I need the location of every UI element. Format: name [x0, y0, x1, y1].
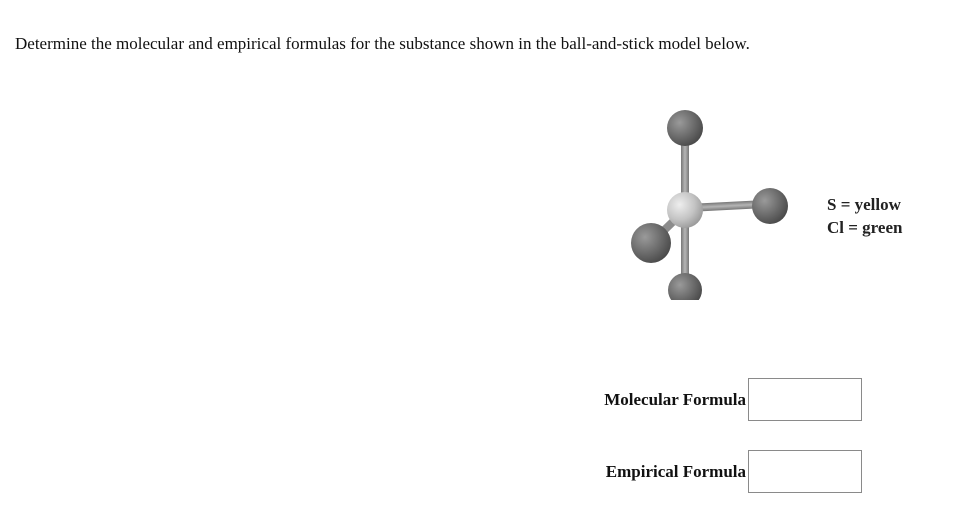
atom-top — [667, 110, 703, 146]
legend-sulfur: S = yellow — [827, 195, 901, 214]
empirical-formula-row — [588, 450, 862, 493]
atom-bottom — [668, 273, 702, 300]
atom-left — [631, 223, 671, 263]
question-text: Determine the molecular and empirical formulas for the substance shown in the ball-and-stick model below. — [15, 34, 750, 53]
molecular-formula-input[interactable] — [748, 378, 862, 421]
color-legend — [827, 193, 902, 239]
atom-center — [667, 192, 703, 228]
empirical-formula-label: Empirical Formula — [605, 461, 746, 481]
molecular-formula-label: Molecular Formula — [604, 389, 746, 409]
atom-right — [752, 188, 788, 224]
ball-and-stick-model — [620, 100, 810, 305]
molecular-formula-row — [588, 378, 862, 421]
legend-chlorine: Cl = green — [827, 218, 903, 237]
empirical-formula-input[interactable] — [748, 450, 862, 493]
molecule-diagram — [620, 100, 810, 300]
